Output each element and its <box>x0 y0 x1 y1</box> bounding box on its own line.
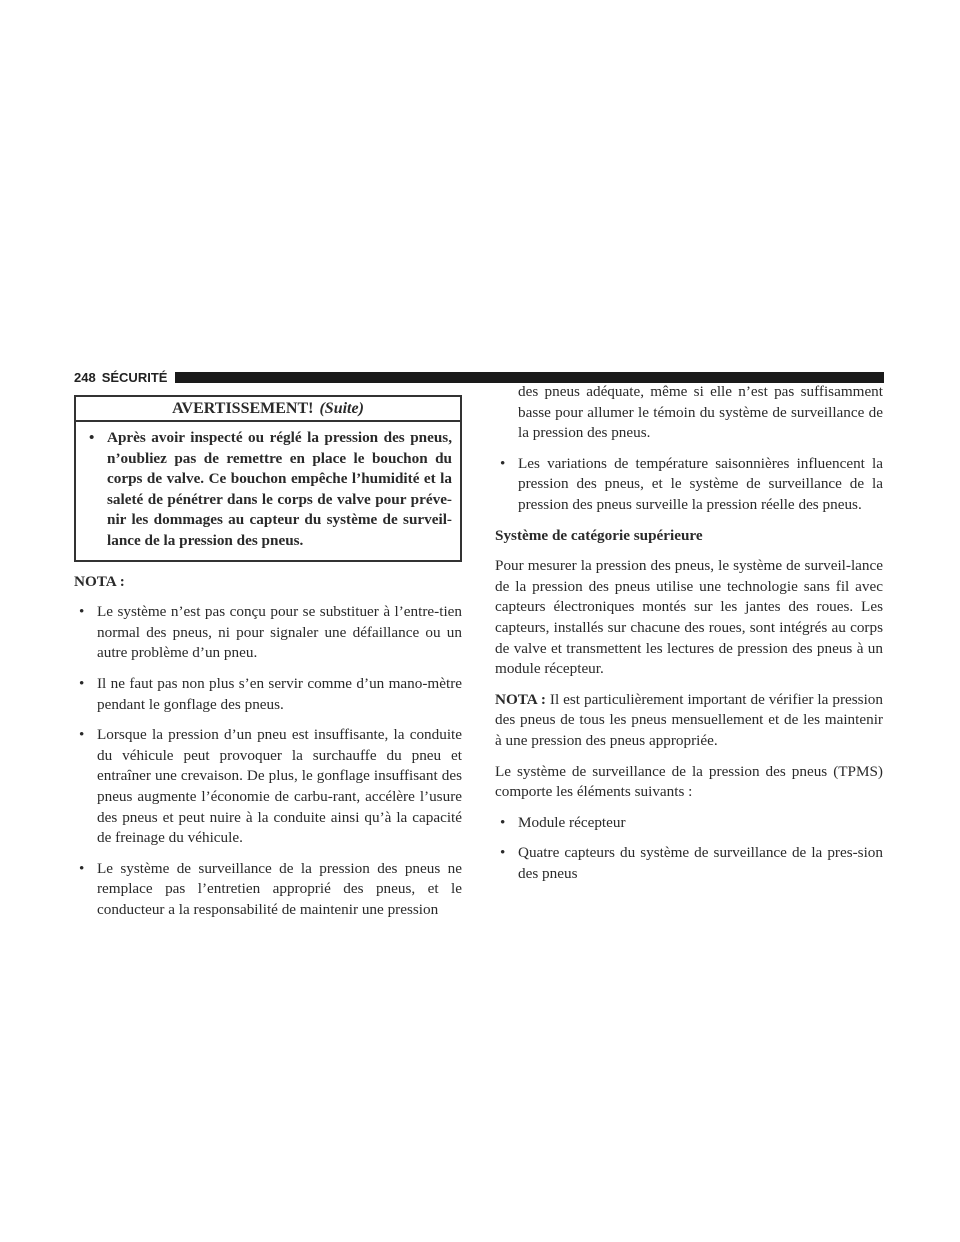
list-item-text: Le système de surveillance de la pression des pneus ne remplace pas l’entretien approprié des pneus, et le conducteur a la responsabilité de maintenir une pression <box>97 859 462 918</box>
list-item <box>74 674 462 715</box>
list-item <box>495 813 883 834</box>
warning-title <box>76 397 460 422</box>
header-rule <box>175 372 884 383</box>
bullet-dot: • <box>500 844 506 862</box>
list-item-text: Le système n’est pas conçu pour se substituer à l’entre-tien normal des pneus, ni pour signaler une défaillance ou un autre problème d’un pneu. <box>97 603 462 662</box>
section-subheading: Système de catégorie supérieure <box>495 526 703 544</box>
bullet-dot: • <box>79 859 85 877</box>
continued-text: des pneus adéquate, même si elle n’est pas suffisamment basse pour allumer le témoin du système de surveillance de la pression des pneus. <box>518 383 883 442</box>
bullet-dot: • <box>79 603 85 621</box>
left-column <box>74 395 462 930</box>
bullet-dot: • <box>79 726 85 744</box>
right-column <box>495 382 883 894</box>
bullet-dot: • <box>79 674 85 692</box>
list-item <box>495 843 883 884</box>
list-item-text: Lorsque la pression d’un pneu est insuffisante, la conduite du véhicule peut provoquer la surchauffe du pneu et entraîner une crevaison. De plus, le gonflage insuffisant des pneus augmente l’économie de carbu-rant, accélère l’usure des pneus et peut nuire à la conduite ainsi qu’à la capacité de freinage du véhicule. <box>97 726 462 847</box>
warning-body <box>76 422 460 560</box>
warning-title-suffix: (Suite) <box>319 400 364 417</box>
list-item <box>74 602 462 664</box>
bullet-dot: • <box>500 454 506 472</box>
warning-title-text: AVERTISSEMENT! <box>172 400 314 417</box>
warning-bullet <box>84 428 452 552</box>
list-item <box>74 725 462 849</box>
bullet-dot: • <box>89 429 95 446</box>
warning-bullet-text: Après avoir inspecté ou réglé la pression des pneus, n’oubliez pas de remettre en place le bouchon du corps de valve. Ce bouchon empêche l’humidité et la saleté de pénétrer dans le corps de valve pour préve-nir les dommages au capteur du système de surveil-lance de la pression des pneus. <box>107 429 452 549</box>
list-item-text: Quatre capteurs du système de surveillance de la pres-sion des pneus <box>518 844 883 882</box>
nota-label: NOTA : <box>495 690 546 708</box>
nota-paragraph <box>495 690 883 752</box>
list-item <box>495 454 883 516</box>
paragraph: Pour mesurer la pression des pneus, le système de surveil-lance de la pression des pneus utilise une technologie sans fil avec capteurs électroniques montés sur les jantes des roues. Les capteurs, installés sur chacune des roues, sont intégrés au corps de valve et transmettent les lectures de pression des pneus à un module récepteur. <box>495 557 883 678</box>
list-item-text: Module récepteur <box>518 813 626 831</box>
bullet-dot: • <box>500 813 506 831</box>
list-item <box>74 859 462 921</box>
page-number: 248 <box>74 369 96 385</box>
nota-text: Il est particulièrement important de vérifier la pression des pneus de tous les pneus mensuellement et de les maintenir à une pression des pneus appropriée. <box>495 690 883 749</box>
list-item-text: Les variations de température saisonnières influencent la pression des pneus, et le système de surveillance de la pression des pneus surveille la pression réelle des pneus. <box>518 454 883 513</box>
warning-box <box>74 395 462 562</box>
paragraph: Le système de surveillance de la pression des pneus (TPMS) comporte les éléments suivants : <box>495 762 883 801</box>
section-title: SÉCURITÉ <box>101 369 168 385</box>
nota-label: NOTA : <box>74 572 125 590</box>
list-item-text: Il ne faut pas non plus s’en servir comme d’un mano-mètre pendant le gonflage des pneus. <box>97 674 462 713</box>
